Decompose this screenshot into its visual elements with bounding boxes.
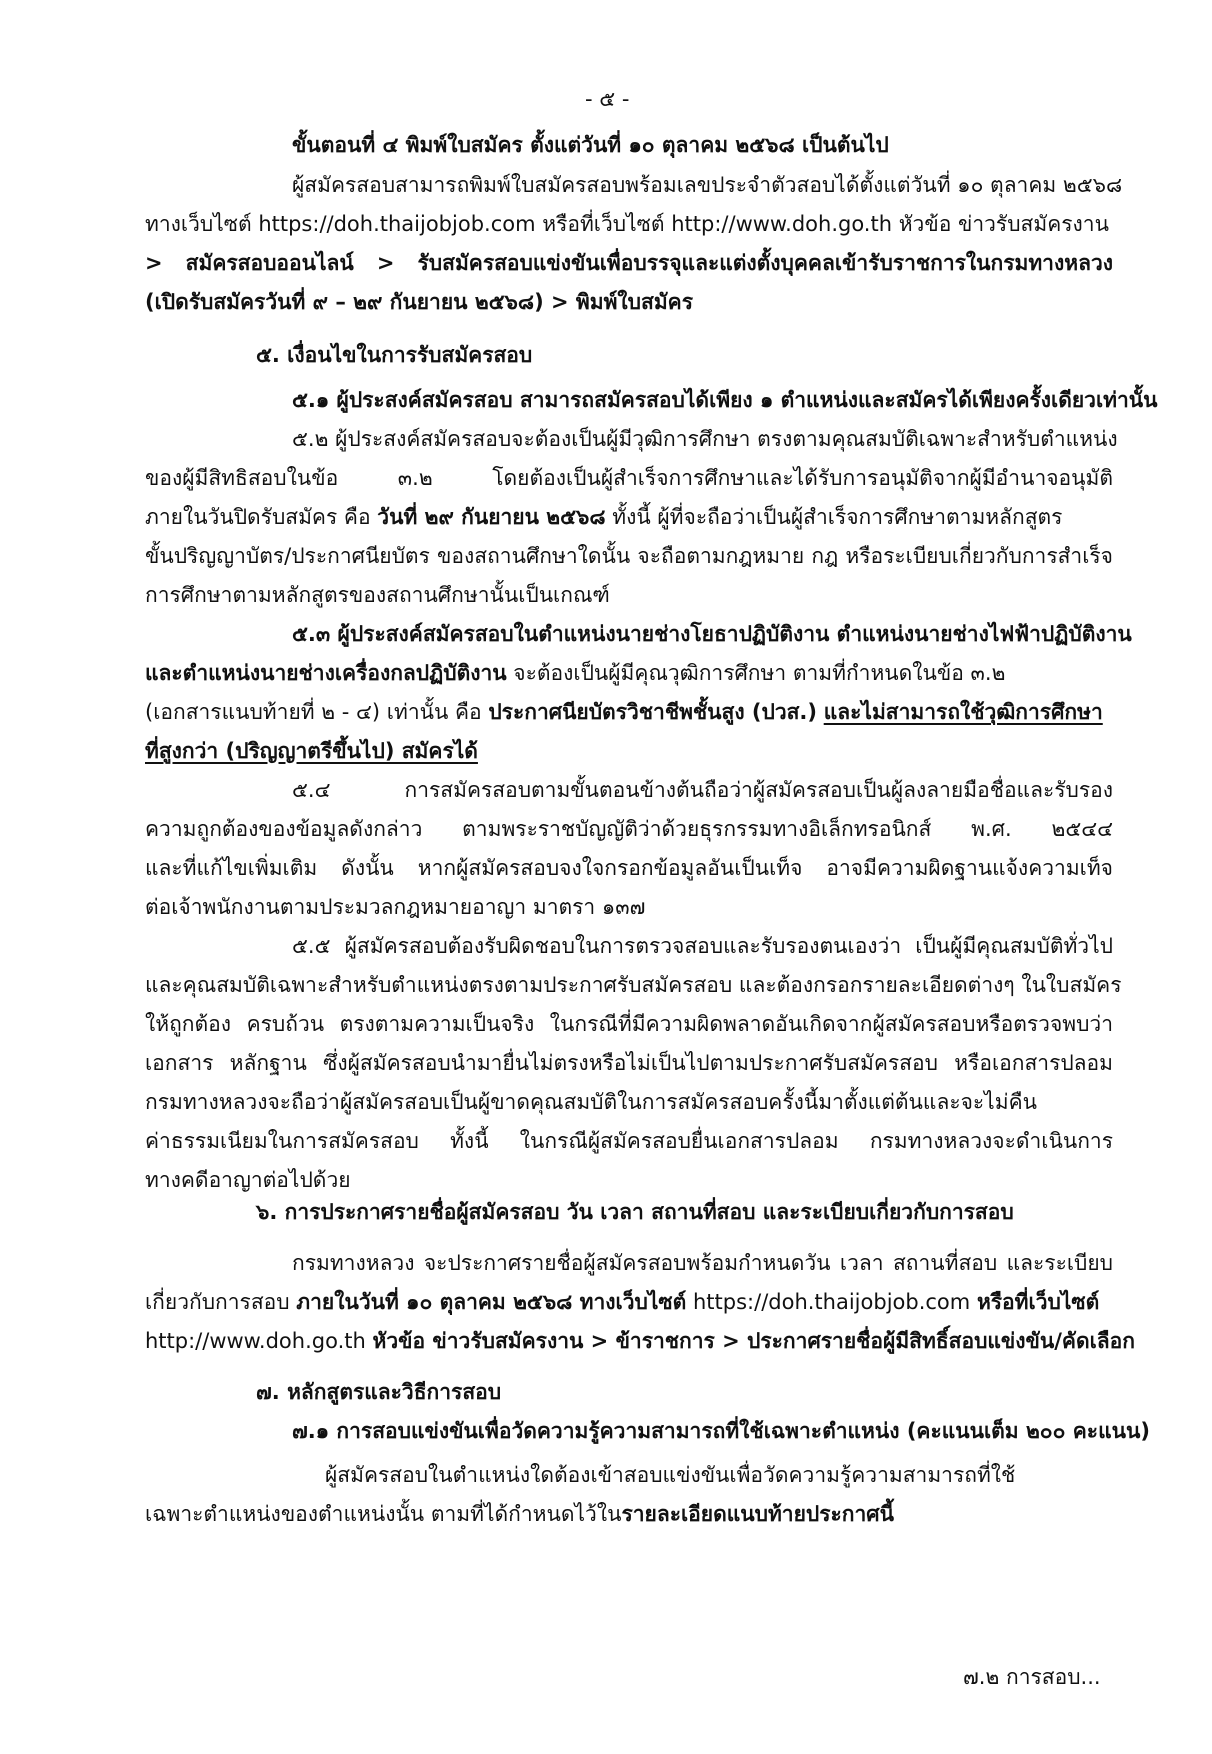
step4-heading: ขั้นตอนที่ ๔ พิมพ์ใบสมัคร ตั้งแต่วันที่ ๑๐ ตุลาคม ๒๕๖๘ เป็นต้นไป <box>292 133 889 157</box>
section5-item2-line1: ๕.๒ ผู้ประสงค์สมัครสอบจะต้องเป็นผู้มีวุฒิการศึกษา ตรงตามคุณสมบัติเฉพาะสำหรับตำแหน่ง <box>292 427 1118 451</box>
section5-item4-line4: ต่อเจ้าพนักงานตามประมวลกฎหมายอาญา มาตรา ๑๓๗ <box>145 895 646 919</box>
continue-marker: ๗.๒ การสอบ... <box>963 1665 1101 1689</box>
section5-item4-line3: และที่แก้ไขเพิ่มเติม ดังนั้น หากผู้สมัครสอบจงใจกรอกข้อมูลอันเป็นเท็จ อาจมีความผิดฐานแจ้งความเท็จ <box>145 856 1113 880</box>
step4-line-4: (เปิดรับสมัครวันที่ ๙ – ๒๙ กันยายน ๒๕๖๘) > พิมพ์ใบสมัคร <box>145 290 693 314</box>
section7-heading: ๗. หลักสูตรและวิธีการสอบ <box>256 1380 502 1404</box>
section5-item3-line2 <box>145 658 1113 688</box>
qualification-requirement: จะต้องเป็นผู้มีคุณวุฒิการศึกษา ตามที่กำหนดในข้อ ๓.๒ <box>513 661 1006 685</box>
mechanical-position: และตำแหน่งนายช่างเครื่องกลปฏิบัติงาน <box>145 661 507 685</box>
position-spec-prefix: เฉพาะตำแหน่งของตำแหน่งนั้น ตามที่ได้กำหนดไว้ใน <box>145 1502 622 1526</box>
announcement-path: หัวข้อ ข่าวรับสมัครงาน > ข้าราชการ > ประกาศรายชื่อผู้มีสิทธิ์สอบแข่งขัน/คัดเลือก <box>372 1329 1135 1353</box>
closing-date-suffix: ทั้งนี้ ผู้ที่จะถือว่าเป็นผู้สำเร็จการศึกษาตามหลักสูตร <box>612 505 1063 529</box>
section5-item5-line3: ให้ถูกต้อง ครบถ้วน ตรงตามความเป็นจริง ในกรณีที่มีความผิดพลาดอันเกิดจากผู้สมัครสอบหรือตรวจพบว่า <box>145 1012 1113 1036</box>
section6-line1: กรมทางหลวง จะประกาศรายชื่อผู้สมัครสอบพร้อมกำหนดวัน เวลา สถานที่สอบ และระเบียบ <box>292 1251 1113 1275</box>
section5-item5-line6: ค่าธรรมเนียมในการสมัครสอบ ทั้งนี้ ในกรณีผู้สมัครสอบยื่นเอกสารปลอม กรมทางหลวงจะดำเนินการ <box>145 1129 1113 1153</box>
step4-line-3: > สมัครสอบออนไลน์ > รับสมัครสอบแข่งขันเพื่อบรรจุและแต่งตั้งบุคคลเข้ารับราชการในกรมทางหลวง <box>145 251 1113 275</box>
higher-degree-restriction: และไม่สามารถใช้วุฒิการศึกษา <box>823 700 1103 724</box>
section5-item4-line2: ความถูกต้องของข้อมูลดังกล่าว ตามพระราชบัญญัติว่าด้วยธุรกรรมทางอิเล็กทรอนิกส์ พ.ศ. ๒๕๔๔ <box>145 817 1113 841</box>
step4-line-2 <box>145 209 1113 239</box>
section5-item1: ๕.๑ ผู้ประสงค์สมัครสอบ สามารถสมัครสอบได้เพียง ๑ ตำแหน่งและสมัครได้เพียงครั้งเดียวเท่านั้น <box>292 388 1158 412</box>
thaijobjob-url: https://doh.thaijobjob.com <box>693 1290 971 1314</box>
section7-line1: ผู้สมัครสอบในตำแหน่งใดต้องเข้าสอบแข่งขันเพื่อวัดความรู้ความสามารถที่ใช้ <box>325 1463 1016 1487</box>
section5-item5-line2: และคุณสมบัติเฉพาะสำหรับตำแหน่งตรงตามประกาศรับสมัครสอบ และต้องกรอกรายละเอียดต่างๆ ในใบสมัคร <box>145 973 1122 997</box>
section5-item5-line5: กรมทางหลวงจะถือว่าผู้สมัครสอบเป็นผู้ขาดคุณสมบัติในการสมัครสอบครั้งนี้มาตั้งแต่ต้นและจะไม่คืน <box>145 1090 1037 1114</box>
diploma-requirement: ประกาศนียบัตรวิชาชีพชั้นสูง (ปวส.) <box>488 700 818 724</box>
section6-line2 <box>145 1287 1113 1317</box>
or-website: หรือที่เว็บไซต์ <box>976 1290 1100 1314</box>
exam-regulation-prefix: เกี่ยวกับการสอบ <box>145 1290 290 1314</box>
closing-date-prefix: ภายในวันปิดรับสมัคร คือ <box>145 505 371 529</box>
doh-url: http://www.doh.go.th <box>145 1329 366 1353</box>
section5-item5-line7: ทางคดีอาญาต่อไปด้วย <box>145 1168 351 1192</box>
section5-item5-line1: ๕.๕ ผู้สมัครสอบต้องรับผิดชอบในการตรวจสอบและรับรองตนเองว่า เป็นผู้มีคุณสมบัติทั่วไป <box>292 934 1113 958</box>
section5-item3-line1: ๕.๓ ผู้ประสงค์สมัครสอบในตำแหน่งนายช่างโยธาปฏิบัติงาน ตำแหน่งนายช่างไฟฟ้าปฏิบัติงาน <box>292 622 1132 646</box>
section5-item4-line1: ๕.๔ การสมัครสอบตามขั้นตอนข้างต้นถือว่าผู้สมัครสอบเป็นผู้ลงลายมือชื่อและรับรอง <box>292 778 1113 802</box>
section6-heading: ๖. การประกาศรายชื่อผู้สมัครสอบ วัน เวลา สถานที่สอบ และระเบียบเกี่ยวกับการสอบ <box>256 1200 1014 1224</box>
section7-line2 <box>145 1499 894 1529</box>
section5-heading: ๕. เงื่อนไขในการรับสมัครสอบ <box>256 343 533 367</box>
section5-item2-line3 <box>145 502 1113 532</box>
section5-item2-line2: ของผู้มีสิทธิสอบในข้อ ๓.๒ โดยต้องเป็นผู้สำเร็จการศึกษาและได้รับการอนุมัติจากผู้มีอำนาจอนุมัติ <box>145 466 1113 490</box>
page-number: - ๕ - <box>585 87 630 111</box>
section5-item5-line4: เอกสาร หลักฐาน ซึ่งผู้สมัครสอบนำมายื่นไม่ตรงหรือไม่เป็นไปตามประกาศรับสมัครสอบ หรือเอกสารปลอม <box>145 1051 1113 1075</box>
announcement-date: ภายในวันที่ ๑๐ ตุลาคม ๒๕๖๘ ทางเว็บไซต์ <box>296 1290 687 1314</box>
section6-line3 <box>145 1326 1135 1356</box>
section5-item3-line3 <box>145 697 1113 727</box>
closing-date: วันที่ ๒๙ กันยายน ๒๕๖๘ <box>377 505 606 529</box>
section5-item2-line4: ขั้นปริญญาบัตร/ประกาศนียบัตร ของสถานศึกษาใดนั้น จะถือตามกฎหมาย กฎ หรือระเบียบเกี่ยวกับการสำเร็จ <box>145 544 1113 568</box>
step4-line-2-text: ทางเว็บไซต์ https://doh.thaijobjob.com หรือที่เว็บไซต์ http://www.doh.go.th หัวข้อ ข่าวรับสมัครงาน <box>145 212 1109 236</box>
step4-line-1: ผู้สมัครสอบสามารถพิมพ์ใบสมัครสอบพร้อมเลขประจำตัวสอบได้ตั้งแต่วันที่ ๑๐ ตุลาคม ๒๕๖๘ <box>292 173 1123 197</box>
section5-item2-line5: การศึกษาตามหลักสูตรของสถานศึกษานั้นเป็นเกณฑ์ <box>145 583 610 607</box>
section7-sub1: ๗.๑ การสอบแข่งขันเพื่อวัดความรู้ความสามารถที่ใช้เฉพาะตำแหน่ง (คะแนนเต็ม ๒๐๐ คะแนน) <box>292 1419 1150 1443</box>
attachment-ref: (เอกสารแนบท้ายที่ ๒ - ๔) เท่านั้น คือ <box>145 700 482 724</box>
attachment-detail: รายละเอียดแนบท้ายประกาศนี้ <box>621 1502 894 1526</box>
section5-item3-line4: ที่สูงกว่า (ปริญญาตรีขึ้นไป) สมัครได้ <box>145 739 478 763</box>
